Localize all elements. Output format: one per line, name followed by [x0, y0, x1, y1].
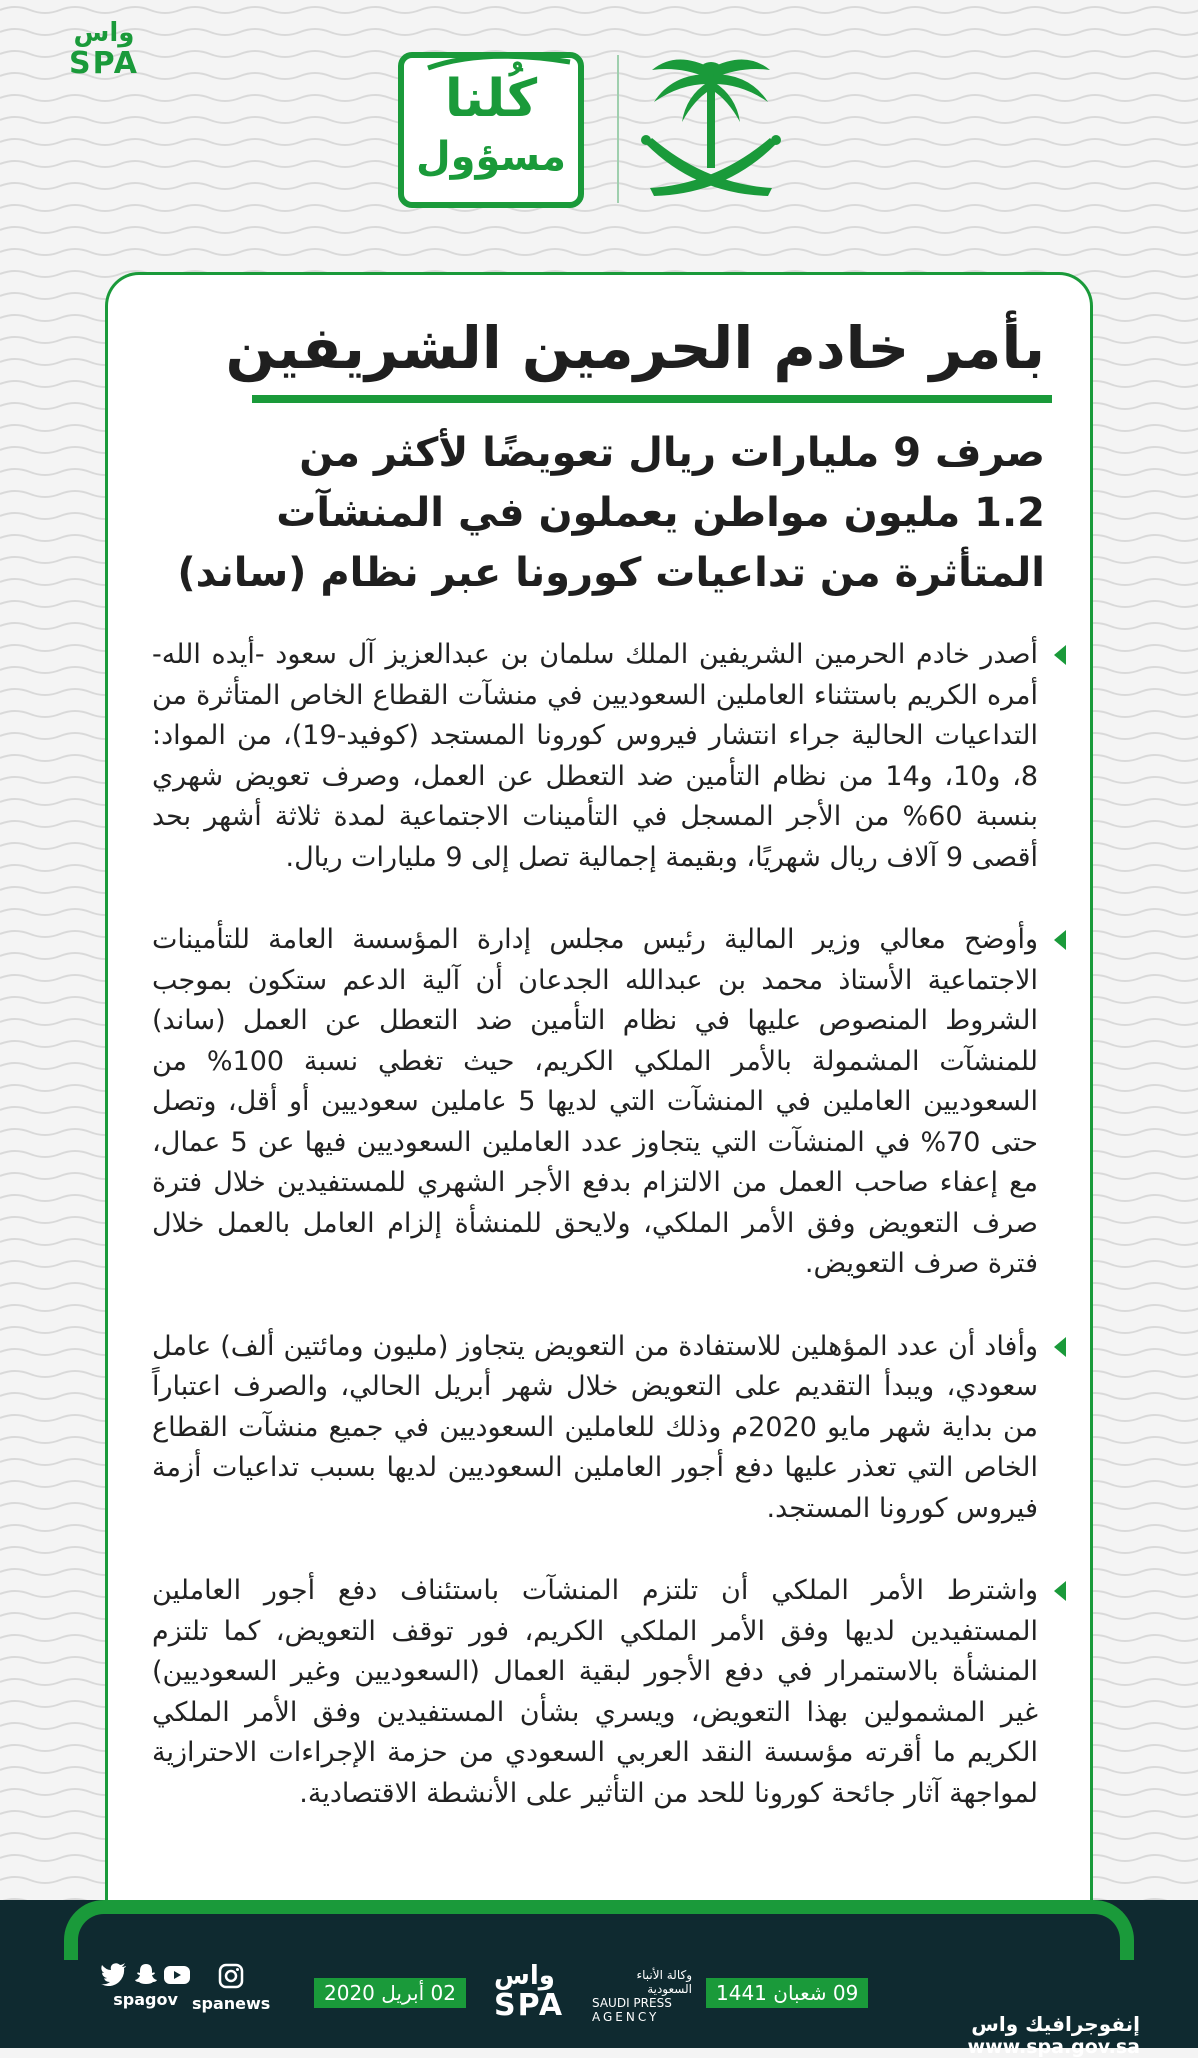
agency-name-english-2: AGENCY: [592, 2010, 660, 2024]
other-handle: spagov: [113, 1990, 178, 2009]
spa-logo-arabic: واس: [73, 18, 135, 48]
twitter-icon[interactable]: [100, 1962, 128, 1986]
bullet-arrow-icon: [1054, 645, 1066, 665]
bullet-arrow-icon: [1054, 930, 1066, 950]
campaign-line-1: كُلنا: [444, 69, 538, 129]
paragraph-3: [152, 1327, 1052, 1530]
spa-logo-english: SPA: [68, 46, 140, 81]
footer-site-arabic: إنفوجرافيك واس: [971, 2012, 1140, 2036]
instagram-icon: [217, 1962, 245, 1990]
spa-logo: [58, 18, 150, 80]
bullet-arrow-icon: [1054, 1337, 1066, 1357]
paragraph-3-text: وأفاد أن عدد المؤهلين للاستفادة من التعويض يتجاوز (مليون ومائتين ألف) عامل سعودي، ويبدأ التقديم على التعويض خلال شهر أبريل الحالي، والصرف اعتباراً من بداية شهر مايو 2020م وذلك للعاملين السعوديين في جميع منشآت القطاع الخاص التي تعذر عليها دفع أجور العاملين السعوديين لديها بسبب تداعيات أزمة فيروس كورونا المستجد.: [152, 1330, 1038, 1524]
footer-spa-logo: [494, 1961, 692, 2024]
subtitle-line-3: المتأثرة من تداعيات كورونا عبر نظام (ساند): [177, 550, 1045, 596]
hijri-date-badge: 09 شعبان 1441: [706, 1978, 868, 2008]
footer-spa-logo-arabic: واس: [494, 1961, 555, 1991]
snapchat-icon[interactable]: [134, 1962, 158, 1986]
footer-site: [968, 2012, 1140, 2058]
subtitle-line-1: صرف 9 مليارات ريال تعويضًا لأكثر من: [299, 430, 1045, 476]
agency-name: [592, 1968, 692, 2024]
main-card: [105, 272, 1093, 2048]
paragraph-1-text: أصدر خادم الحرمين الشريفين الملك سلمان بن عبدالعزيز آل سعود -أيده الله- أمره الكريم باستثناء العاملين السعوديين في منشآت القطاع الخاص المتأثرة من التداعيات الحالية جراء انتشار فيروس كورونا المستجد (كوفيد-19)، من المواد: 8، و10، و14 من نظام التأمين ضد التعطل عن العمل، وصرف تعويض شهري بنسبة 60% من الأجر المسجل في التأمينات الاجتماعية لمدة ثلاثة أشهر بحد أقصى 9 آلاف ريال شهريًا، وبقيمة إجمالية تصل إلى 9 مليارات ريال.: [152, 639, 1039, 873]
campaign-logo: [398, 52, 584, 208]
footer-arc: [64, 1900, 1134, 1960]
campaign-line-2: مسؤول: [415, 134, 567, 180]
gregorian-date-badge: 02 أبريل 2020: [314, 1978, 466, 2008]
agency-name-english-1: SAUDI PRESS: [592, 1996, 672, 2010]
youtube-icon[interactable]: [163, 1964, 191, 1986]
paragraph-2-text: وأوضح معالي وزير المالية رئيس مجلس إدارة المؤسسة العامة للتأمينات الاجتماعية الأستاذ محمد بن عبدالله الجدعان أن آلية الدعم ستكون بموجب الشروط المنصوص عليها في نظام التأمين ضد التعطل عن العمل (ساند) للمنشآت المشمولة بالأمر الملكي الكريم، حيث تغطي نسبة 100% من السعوديين العاملين في المنشآت التي لديها 5 عاملين سعوديين أو أقل، وتصل حتى 70% في المنشآت التي يتجاوز عدد العاملين السعوديين فيها عن 5 عمال، مع إعفاء صاحب العمل من الالتزام بدفع الأجر الشهري للمستفيدين خلال فترة صرف التعويض وفق الأمر الملكي، ولايحق للمنشأة إلزام العامل بالعمل خلال فترة صرف التعويض.: [152, 924, 1038, 1279]
swoosh-decoration: [424, 46, 574, 76]
subtitle-line-2: 1.2 مليون مواطن يعملون في المنشآت: [276, 490, 1045, 536]
paragraph-4-text: واشترط الأمر الملكي أن تلتزم المنشآت باستئناف دفع أجور العاملين المستفيدين لديها وفق الأمر الملكي الكريم، فور توقف التعويض، كما تلتزم المنشأة بالاستمرار في دفع الأجور لبقية العمال (السعوديين وغير السعوديين) غير المشمولين بهذا التعويض، ويسري بشأن المستفيدين وفق الأمر الملكي الكريم ما أقرته مؤسسة النقد العربي السعودي من حزمة الإجراءات الاحترازية لمواجهة آثار جائحة كورونا للحد من التأثير على الأنشطة الاقتصادية.: [152, 1575, 1038, 1809]
page-title: بأمر خادم الحرمين الشريفين: [225, 314, 1045, 382]
instagram-link[interactable]: [192, 1962, 270, 2013]
paragraph-2: [152, 920, 1052, 1285]
footer-spa-logo-english: SPA: [494, 1988, 565, 2023]
instagram-handle: spanews: [192, 1994, 271, 2013]
footer-site-url[interactable]: www.spa.gov.sa: [967, 2036, 1140, 2058]
title-underline: [252, 395, 1052, 403]
paragraph-4: [152, 1571, 1052, 1814]
paragraph-1: [152, 635, 1052, 878]
agency-name-arabic: وكالة الأنباء السعودية: [636, 1968, 692, 1996]
palm-swords-emblem-icon: [636, 44, 786, 214]
social-links[interactable]: [100, 1962, 191, 2009]
bullet-arrow-icon: [1054, 1581, 1066, 1601]
article-body: [152, 635, 1052, 1856]
subtitle: [165, 423, 1045, 603]
header-divider: [617, 55, 619, 203]
